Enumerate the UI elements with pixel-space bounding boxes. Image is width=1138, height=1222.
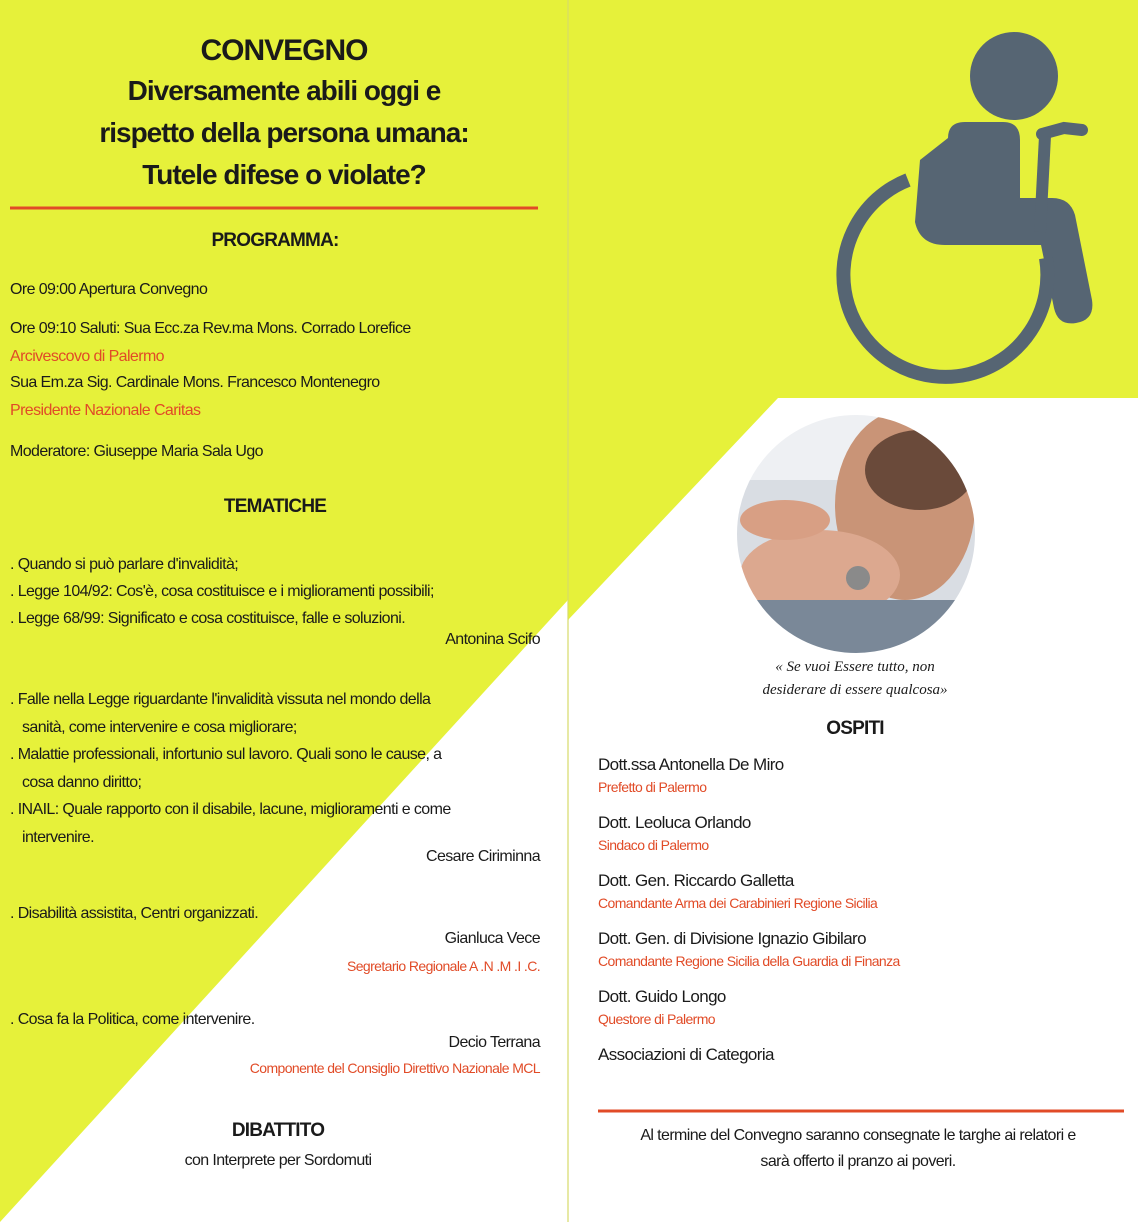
saluti-item: Ore 09:10 Saluti: Sua Ecc.za Rev.ma Mons. Corrado Lorefice — [10, 320, 411, 337]
list-item: . INAIL: Quale rapporto con il disabile, lacune, miglioramenti e come — [10, 801, 451, 818]
quote-line: « Se vuoi Essere tutto, non — [775, 659, 935, 675]
convegno-label: CONVEGNO — [200, 34, 368, 67]
title-line: Diversamente abili oggi e — [127, 75, 441, 106]
speaker-name: Antonina Scifo — [445, 631, 540, 648]
apertura-item: Ore 09:00 Apertura Convegno — [10, 281, 208, 298]
guest-name: Dott. Gen. di Divisione Ignazio Gibilaro — [598, 929, 866, 948]
guest-name: Dott. Gen. Riccardo Galletta — [598, 871, 794, 890]
moderatore-item: Moderatore: Giuseppe Maria Sala Ugo — [10, 443, 263, 460]
tematiche-block-3: . Disabilità assistita, Centri organizzati. — [10, 905, 259, 922]
speaker-name: Gianluca Vece — [444, 930, 540, 947]
list-item: . Legge 68/99: Significato e cosa costituisce, falle e soluzioni. — [10, 610, 406, 627]
tematiche-heading: TEMATICHE — [223, 496, 327, 517]
list-item — [598, 871, 900, 911]
saluti2-role: Presidente Nazionale Caritas — [10, 402, 201, 419]
speaker-name: Cesare Ciriminna — [426, 848, 540, 865]
guest-role: Sindaco di Palermo — [598, 837, 709, 853]
speaker-role: Componente del Consiglio Direttivo Nazionale MCL — [249, 1060, 540, 1076]
list-item — [598, 929, 900, 969]
quote-line: desiderare di essere qualcosa» — [762, 682, 948, 698]
list-item — [598, 813, 900, 853]
list-item: . Legge 104/92: Cos'è, cosa costituisce e i miglioramenti possibili; — [10, 583, 434, 600]
footer-line: sarà offerto il pranzo ai poveri. — [760, 1153, 956, 1170]
list-item: sanità, come intervenire e cosa migliorare; — [22, 718, 297, 736]
footer-note — [598, 1123, 1118, 1175]
guest-role: Comandante Regione Sicilia della Guardia di Finanza — [598, 953, 900, 969]
dibattito-sub: con Interprete per Sordomuti — [184, 1152, 372, 1169]
tematiche-block-4: . Cosa fa la Politica, come intervenire. — [10, 1011, 255, 1028]
list-item: . Falle nella Legge riguardante l'invalidità vissuta nel mondo della — [10, 691, 431, 708]
programma-heading: PROGRAMMA: — [211, 230, 339, 251]
associazioni-item: Associazioni di Categoria — [598, 1045, 774, 1064]
saluti-role: Arcivescovo di Palermo — [10, 348, 164, 365]
conference-title — [10, 70, 558, 196]
guest-list — [598, 755, 900, 1065]
quote — [700, 656, 1010, 702]
list-item: . Malattie professionali, infortunio sul lavoro. Quali sono le cause, a — [10, 746, 442, 763]
footer-line: Al termine del Convegno saranno consegnate le targhe ai relatori e — [640, 1127, 1076, 1144]
dibattito-heading: DIBATTITO — [231, 1120, 325, 1141]
guest-name: Dott.ssa Antonella De Miro — [598, 755, 784, 774]
guest-name: Dott. Guido Longo — [598, 987, 726, 1006]
guest-role: Questore di Palermo — [598, 1011, 715, 1027]
ospiti-heading: OSPITI — [826, 718, 884, 739]
tematiche-block-1 — [10, 551, 434, 632]
list-item: cosa danno diritto; — [22, 773, 142, 791]
guest-role: Prefetto di Palermo — [598, 779, 707, 795]
saluti2-item: Sua Em.za Sig. Cardinale Mons. Francesco Montenegro — [10, 374, 380, 391]
header — [10, 34, 558, 196]
list-item: intervenire. — [22, 828, 94, 846]
guest-name: Dott. Leoluca Orlando — [598, 813, 751, 832]
list-item: . Quando si può parlare d'invalidità; — [10, 556, 239, 573]
tematiche-block-2 — [10, 686, 451, 851]
speaker-role: Segretario Regionale A .N .M .I .C. — [347, 958, 540, 974]
list-item — [598, 755, 900, 795]
title-line: Tutele difese o violate? — [142, 159, 426, 190]
list-item — [598, 987, 900, 1027]
guest-role: Comandante Arma dei Carabinieri Regione Sicilia — [598, 895, 878, 911]
title-line: rispetto della persona umana: — [99, 117, 469, 148]
speaker-name: Decio Terrana — [448, 1034, 540, 1051]
